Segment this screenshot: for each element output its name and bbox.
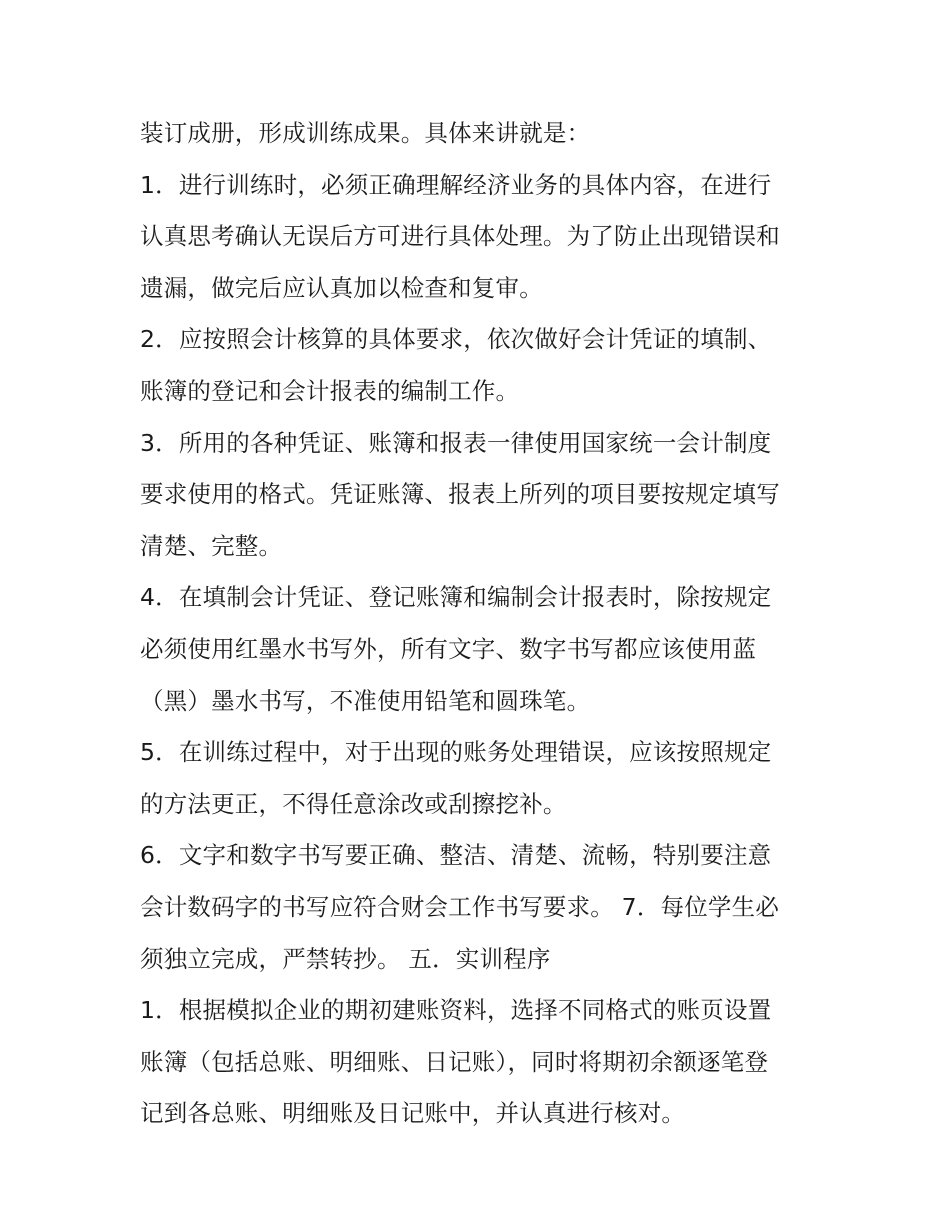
text-line: 要求使用的格式。凭证账簿、报表上所列的项目要按规定填写 xyxy=(140,480,780,509)
document-body xyxy=(140,108,830,1140)
text-line: 3．所用的各种凭证、账簿和报表一律使用国家统一会计制度 xyxy=(140,428,772,457)
text-line: 4．在填制会计凭证、登记账簿和编制会计报表时，除按规定 xyxy=(140,583,772,612)
text-line: 1．根据模拟企业的期初建账资料，选择不同格式的账页设置 xyxy=(140,996,772,1025)
text-line: （黑）墨水书写，不准使用铅笔和圆珠笔。 xyxy=(140,686,591,715)
text-line: 6．文字和数字书写要正确、整洁、清楚、流畅，特别要注意 xyxy=(140,841,772,870)
text-line: 2．应按照会计核算的具体要求，依次做好会计凭证的填制、 xyxy=(140,325,772,354)
text-line: 1．进行训练时，必须正确理解经济业务的具体内容，在进行 xyxy=(140,170,772,199)
text-line: 会计数码字的书写应符合财会工作书写要求。 7．每位学生必 xyxy=(140,892,780,921)
text-line: 须独立完成，严禁转抄。 五．实训程序 xyxy=(140,944,551,973)
text-line: 5．在训练过程中，对于出现的账务处理错误，应该按照规定 xyxy=(140,738,772,767)
text-line: 账簿（包括总账、明细账、日记账），同时将期初余额逐笔登 xyxy=(140,1047,769,1076)
text-line: 账簿的登记和会计报表的编制工作。 xyxy=(140,376,520,405)
text-line: 必须使用红墨水书写外，所有文字、数字书写都应该使用蓝 xyxy=(140,634,757,663)
text-line: 的方法更正，不得任意涂改或刮擦挖补。 xyxy=(140,789,567,818)
text-line: 认真思考确认无误后方可进行具体处理。为了防止出现错误和 xyxy=(140,222,780,251)
text-line: 清楚、完整。 xyxy=(140,531,283,560)
text-line: 遗漏，做完后应认真加以检查和复审。 xyxy=(140,273,543,302)
text-line: 记到各总账、明细账及日记账中，并认真进行核对。 xyxy=(140,1099,686,1128)
text-line: 装订成册，形成训练成果。具体来讲就是： xyxy=(140,119,591,147)
